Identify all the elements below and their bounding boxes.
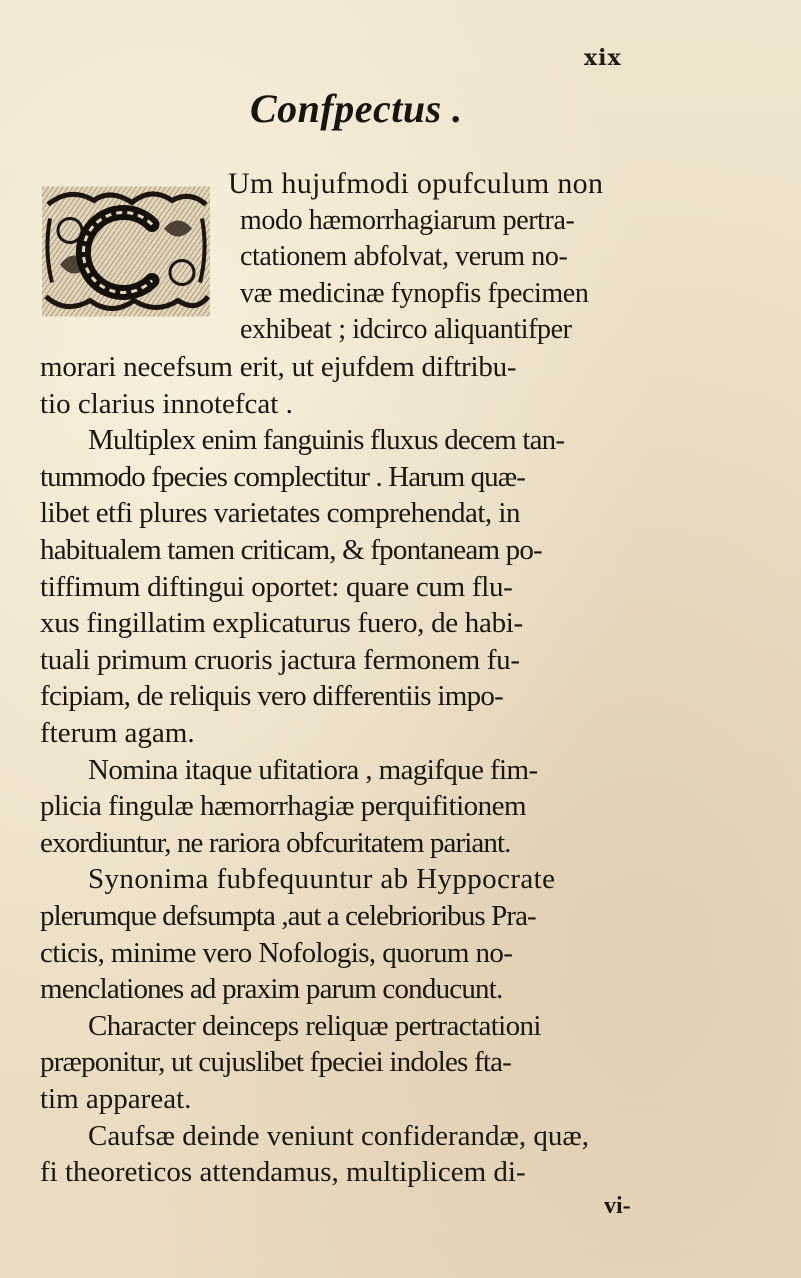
text-line: præponitur, ut cujuslibet fpeciei indoles fta- [40,1046,512,1078]
woodcut-initial-icon [40,160,212,343]
text-line: tiffimum diftingui oportet: quare cum flu- [40,571,513,603]
text-line: plicia fingulæ hæmorrhagiæ perquifitionem [40,790,527,822]
text-line: tim appareat. [40,1083,192,1115]
text-line: cticis, minime vero Nofologis, quorum no- [40,937,513,969]
text-line: Um hujufmodi opufculum non [228,167,604,200]
text-line: væ medicinæ fynopfis fpecimen [240,278,589,309]
text-line: menclationes ad praxim parum conducunt. [40,973,503,1005]
text-line: morari necefsum erit, ut ejufdem diftribu- [40,351,517,383]
text-line: Caufsæ deinde veniunt confiderandæ, quæ, [88,1120,589,1152]
page-number: xix [584,45,622,71]
text-line: xus fingillatim explicaturus fuero, de habi- [40,607,523,639]
text-line: tio clarius innotefcat . [40,388,293,420]
text-line: Character deinceps reliquæ pertractationi [88,1010,541,1042]
text-line: fterum agam. [40,717,195,749]
text-line: fcipiam, de reliquis vero differentiis impo- [40,680,504,712]
text-line: tummodo fpecies complectitur . Harum quæ- [40,461,525,493]
text-line: exordiuntur, ne rariora obfcuritatem pariant. [40,827,511,859]
text-line: plerumque defsumpta ,aut a celebrioribus Pra- [40,900,536,932]
text-line: libet etfi plures varietates comprehendat, in [40,497,520,529]
text-line: habitualem tamen criticam, & fpontaneam po- [40,534,542,566]
catchword: vi- [604,1193,631,1219]
text-line: modo hæmorrhagiarum pertra- [240,205,575,236]
text-line: fi theoreticos attendamus, multiplicem di- [40,1156,526,1188]
text-line: exhibeat ; idcirco aliquantifper [240,314,572,345]
decorated-initial-c [40,160,212,343]
text-line: Nomina itaque ufitatiora , magifque fim- [88,754,538,786]
text-line: ctationem abfolvat, verum no- [240,241,568,272]
text-line: Synonima fubfequuntur ab Hyppocrate [88,863,556,895]
text-line: tuali primum cruoris jactura fermonem fu- [40,644,520,676]
text-line: Multiplex enim fanguinis fluxus decem tan- [88,424,565,456]
running-head: Confpectus . [250,86,463,131]
